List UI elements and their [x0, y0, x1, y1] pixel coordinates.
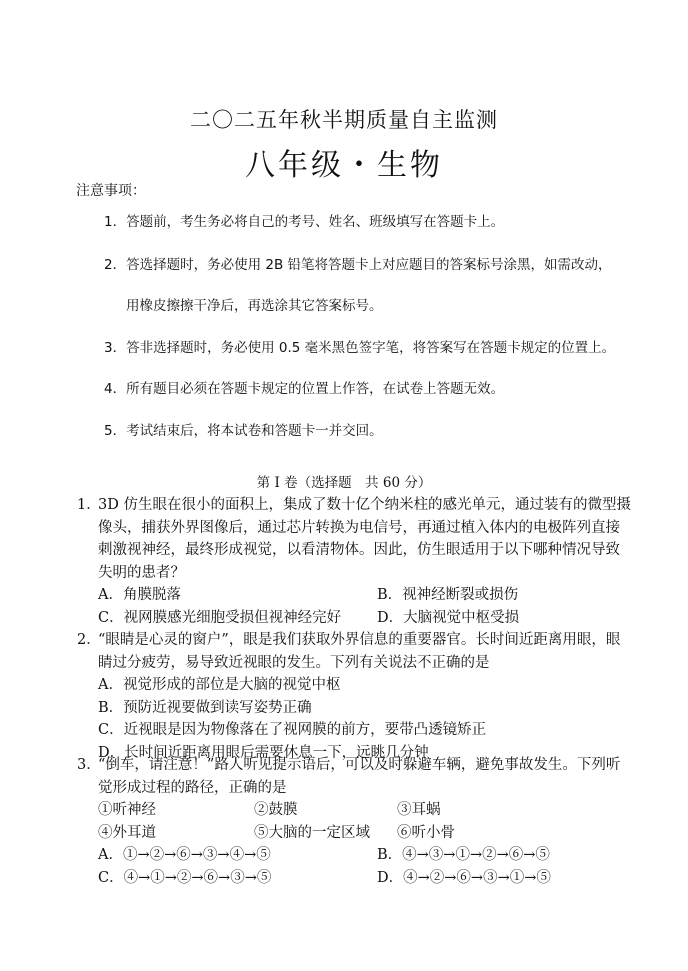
item-6: ⑥听小骨	[397, 824, 455, 841]
notice-item-2: 2．答选择题时，务必使用 2B 铅笔将答题卡上对应题目的答案标号涂黑，如需改动，	[104, 257, 612, 273]
exam-subject-title: 八年级・生物	[245, 148, 443, 183]
option-a: A．角膜脱落	[98, 587, 181, 603]
option-b: B．预防近视要做到读写姿势正确	[98, 699, 312, 716]
option-a: A．①→②→⑥→③→④→⑤	[98, 847, 271, 863]
option-c: C．视网膜感光细胞受损但视神经完好	[98, 609, 342, 626]
option-c: C．④→①→②→⑥→③→⑤	[98, 869, 272, 886]
option-b: B．视神经断裂或损伤	[377, 587, 519, 603]
option-c: C．近视眼是因为物像落在了视网膜的前方，要带凸透镜矫正	[98, 722, 487, 738]
question-2	[0, 629, 688, 759]
notice-item-1: 1．答题前，考生务必将自己的考号、姓名、班级填写在答题卡上。	[104, 214, 505, 230]
notice-heading: 注意事项：	[76, 183, 146, 199]
notice-item-2-continued: 用橡皮擦擦干净后，再选涂其它答案标号。	[126, 298, 383, 314]
option-a: A．视觉形成的部位是大脑的视觉中枢	[98, 677, 341, 693]
option-b: B．④→③→①→②→⑥→⑤	[377, 847, 550, 863]
item-3: ③耳蜗	[397, 802, 441, 818]
exam-title: 二〇二五年秋半期质量自主监测	[190, 108, 498, 132]
item-1: ①听神经	[98, 802, 156, 818]
question-line: 失明的患者？	[98, 564, 185, 581]
question-line: “眼睛是心灵的窗户”，眼是我们获取外界信息的重要器官。长时间近距离用眼，眼	[98, 632, 621, 648]
question-1	[0, 494, 688, 624]
section-title: 第 I 卷（选择题 共 60 分）	[256, 475, 432, 491]
question-number: 3．	[77, 757, 101, 773]
item-4: ④外耳道	[98, 824, 156, 841]
option-d: D．④→②→⑥→③→①→⑤	[377, 869, 551, 886]
option-d: D．大脑视觉中枢受损	[377, 609, 520, 626]
question-line: 像头，捕获外界图像后，通过芯片转换为电信号，再通过植入体内的电极阵列直接	[98, 519, 620, 536]
notice-item-5: 5．考试结束后，将本试卷和答题卡一并交回。	[104, 423, 383, 439]
question-line: 刺激视神经，最终形成视觉，以看清物体。因此，仿生眼适用于以下哪种情况导致	[98, 542, 620, 558]
question-line: 3D 仿生眼在很小的面积上，集成了数十亿个纳米柱的感光单元，通过装有的微型摄	[98, 497, 631, 513]
question-line: 觉形成过程的路径，正确的是	[98, 779, 287, 796]
notice-item-3: 3．答非选择题时，务必使用 0.5 毫米黑色签字笔，将答案写在答题卡规定的位置上。	[104, 340, 616, 356]
notice-item-4: 4．所有题目必须在答题卡规定的位置上作答，在试卷上答题无效。	[104, 381, 505, 397]
question-line: “倒车，请注意！”路人听见提示语后，可以及时躲避车辆，避免事故发生。下列听	[98, 757, 621, 773]
question-line: 睛过分疲劳，易导致近视眼的发生。下列有关说法不正确的是	[98, 654, 490, 671]
item-2: ②鼓膜	[254, 802, 298, 818]
item-5: ⑤大脑的一定区域	[254, 824, 370, 841]
question-number: 2．	[77, 632, 101, 648]
question-number: 1．	[77, 497, 101, 513]
question-3	[0, 754, 688, 894]
option-d: D．长时间近距离用眼后需要休息一下，远眺几分钟	[98, 744, 429, 761]
